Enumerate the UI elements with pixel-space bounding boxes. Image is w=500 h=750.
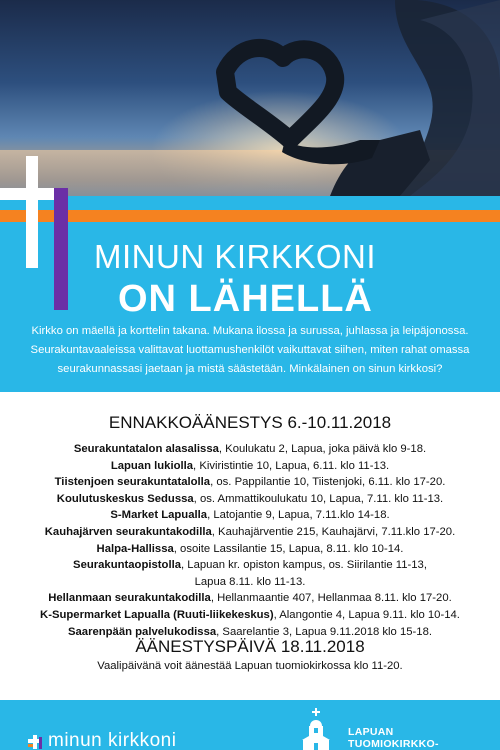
intro-line: Seurakuntavaaleissa valittavat luottamushenkilöt vaikuttavat siihen, miten rahat omassa <box>30 344 470 356</box>
parish-name-line: LAPUAN <box>348 726 394 738</box>
location-name: Hellanmaan seurakuntakodilla <box>48 592 211 605</box>
purple-stripe <box>54 188 68 310</box>
cross-vertical <box>26 156 38 268</box>
parish-name <box>348 726 498 750</box>
cross-logo-icon <box>28 735 44 749</box>
location-details: , Kiviristintie 10, Lapua, 6.11. klo 11-13. <box>193 459 390 472</box>
location-details: , Alangontie 4, Lapua 9.11. klo 10-14. <box>273 608 460 621</box>
list-item <box>0 474 500 491</box>
location-details: , os. Ammattikoulukatu 10, Lapua, 7.11. klo 11-13. <box>193 492 444 505</box>
location-details: , osoite Lassilantie 15, Lapua, 8.11. klo 10-14. <box>173 542 404 555</box>
location-name: Saarenpään palvelukodissa <box>67 625 217 638</box>
location-details: , Saarelantie 3, Lapua 9.11.2018 klo 15-18. <box>216 625 433 638</box>
advance-voting-title: ENNAKKOÄÄNESTYS 6.-10.11.2018 <box>108 413 392 432</box>
intro-line: seurakunnassasi jaetaan ja mistä säästetään. Minkälainen on sinun kirkkosi? <box>57 363 443 375</box>
list-item <box>0 607 500 624</box>
church-icon <box>300 708 332 750</box>
location-details: , Latojantie 9, Lapua, 7.11.klo 14-18. <box>207 509 390 522</box>
campaign-logo-text: minun kirkkoni <box>48 730 177 750</box>
hero-photo <box>0 0 500 196</box>
list-item <box>0 458 500 475</box>
location-details: , Koulukatu 2, Lapua, joka päivä klo 9-18. <box>218 443 427 455</box>
list-item <box>0 541 500 558</box>
list-item <box>0 574 500 591</box>
location-details: , Kauhajärventie 215, Kauhajärvi, 7.11.klo 17-20. <box>211 525 456 538</box>
location-name: Halpa-Hallissa <box>96 542 174 555</box>
list-item <box>0 507 500 524</box>
list-item <box>0 441 500 458</box>
cross-horizontal <box>0 188 58 200</box>
orange-stripe <box>0 210 500 222</box>
location-name: Tiistenjoen seurakuntatalolla <box>54 476 211 489</box>
location-name: Seurakuntatalon alasalissa <box>73 443 219 455</box>
parish-name-line: TUOMIOKIRKKO- <box>348 738 439 750</box>
location-name: Kauhajärven seurakuntakodilla <box>44 525 212 538</box>
election-day-title: ÄÄNESTYSPÄIVÄ 18.11.2018 <box>135 637 365 656</box>
election-day-text: Vaalipäivänä voit äänestää Lapuan tuomiokirkossa klo 11-20. <box>97 660 403 672</box>
location-name: Seurakuntaopistolla <box>73 559 182 572</box>
list-item <box>0 557 500 574</box>
list-item <box>0 524 500 541</box>
location-details: , Hellanmaantie 407, Hellanmaa 8.11. klo 17-20. <box>210 592 452 605</box>
location-name: S-Market Lapualla <box>110 509 208 522</box>
heart-hands-silhouette-icon <box>0 0 500 196</box>
list-item <box>0 590 500 607</box>
location-name: Koulutuskeskus Sedussa <box>56 492 194 505</box>
location-details: , os. Pappilantie 10, Tiistenjoki, 6.11. klo 17-20. <box>210 476 446 489</box>
headline-line1: MINUN KIRKKONI <box>94 238 377 275</box>
location-details: Lapua 8.11. klo 11-13. <box>194 575 306 588</box>
location-details: , Lapuan kr. opiston kampus, os. Siirilantie 11-13, <box>181 559 427 572</box>
location-name: Lapuan lukiolla <box>110 459 194 472</box>
headline-line2: ON LÄHELLÄ <box>118 278 373 320</box>
voting-locations-list <box>0 441 500 640</box>
list-item <box>0 491 500 508</box>
intro-text <box>8 322 492 379</box>
intro-line: Kirkko on mäellä ja korttelin takana. Mukana ilossa ja surussa, juhlassa ja leipäjonossa. <box>31 325 469 337</box>
location-name: K-Supermarket Lapualla (Ruuti-liikekeskus) <box>40 608 274 621</box>
